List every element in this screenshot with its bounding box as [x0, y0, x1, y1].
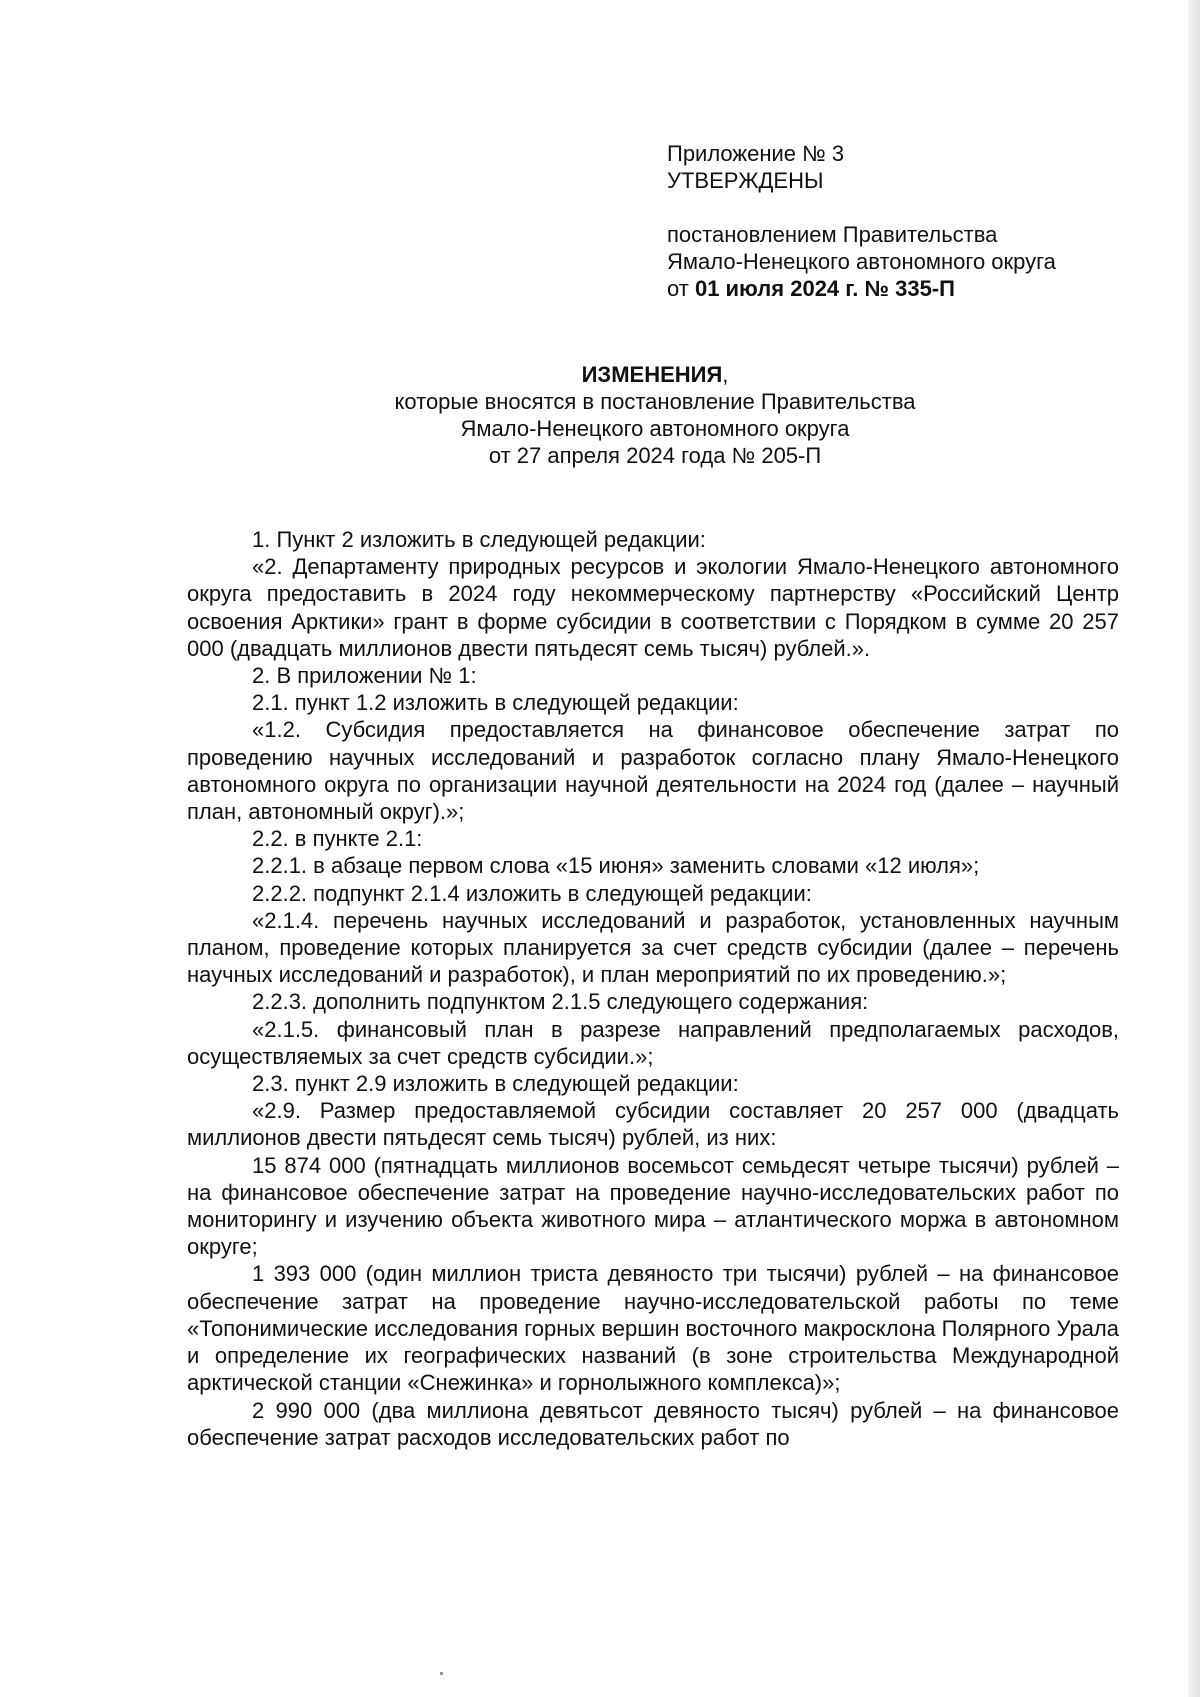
paragraph: 1 393 000 (один миллион триста девяносто три тысячи) рублей – на финансовое обеспечение затрат на проведение научно-исследовательской работы по теме «Топонимические исследования горных вершин восточного макросклона Полярного Урала и определение их географических названий (в зоне строительства Международной арктической станции «Снежинка» и горнолыжного комплекса)»; [187, 1261, 1119, 1396]
paragraph: 2.2.2. подпункт 2.1.4 изложить в следующей редакции: [252, 880, 812, 906]
title-heading: ИЗМЕНЕНИЯ [581, 362, 723, 387]
date-value: 01 июля 2024 г. № 335-П [694, 276, 955, 301]
paragraph: «2. Департаменту природных ресурсов и экологии Ямало-Ненецкого автономного округа предоставить в 2024 году некоммерческому партнерству «Российский Центр освоения Арктики» грант в форме субсидии в соответствии с Порядком в сумме 20 257 000 (двадцать миллионов двести пятьдесят семь тысяч) рублей.». [187, 554, 1119, 661]
resolution-line-1: постановлением Правительства [667, 222, 998, 247]
paragraph: 2. В приложении № 1: [252, 663, 477, 689]
title-heading-suffix: , [722, 362, 729, 387]
title-line-3: от 27 апреля 2024 года № 205-П [488, 443, 822, 468]
paragraph: 2.2.1. в абзаце первом слова «15 июня» заменить словами «12 июля»; [252, 853, 980, 879]
approval-header [667, 140, 1056, 302]
paragraph: 2.1. пункт 1.2 изложить в следующей редакции: [252, 690, 739, 716]
paragraph: 2.2.3. дополнить подпунктом 2.1.5 следующего содержания: [252, 989, 869, 1015]
paragraph: «2.9. Размер предоставляемой субсидии составляет 20 257 000 (двадцать миллионов двести пятьдесят семь тысяч) рублей, из них: [187, 1098, 1119, 1151]
date-prefix: от [667, 276, 689, 301]
title-line-2: Ямало-Ненецкого автономного округа [460, 416, 850, 441]
paragraph: 2.2. в пункте 2.1: [252, 826, 423, 852]
paragraph: «2.1.4. перечень научных исследований и разработок, установленных научным планом, проведение которых планируется за счет средств субсидии (далее – перечень научных исследований и разработок), и план мероприятий по их проведению.»; [187, 907, 1119, 988]
document-body [187, 526, 1119, 1451]
resolution-date [667, 275, 1056, 302]
paragraph: «2.1.5. финансовый план в разрезе направлений предполагаемых расходов, осуществляемых за счет средств субсидии.»; [187, 1016, 1119, 1069]
appendix-number: Приложение № 3 [667, 141, 845, 166]
header-gap [667, 194, 1056, 221]
paragraph: 2 990 000 (два миллиона девятьсот девяносто тысяч) рублей – на финансовое обеспечение затрат расходов исследовательских работ по [187, 1397, 1119, 1450]
resolution-line-2: Ямало-Ненецкого автономного округа [667, 249, 1056, 274]
paragraph: 1. Пункт 2 изложить в следующей редакции: [252, 527, 706, 552]
title-heading-line [0, 361, 1200, 388]
paragraph: «1.2. Субсидия предоставляется на финансовое обеспечение затрат по проведению научных исследований и разработок согласно плану Ямало-Ненецкого автономного округа по организации научной деятельности на 2024 год (далее – научный план, автономный округ).»; [187, 717, 1119, 825]
paragraph: 15 874 000 (пятнадцать миллионов восемьсот семьдесят четыре тысячи) рублей – на финансовое обеспечение затрат на проведение научно-исследовательских работ по мониторингу и изучению объекта животного мира – атлантического моржа в автономном округе; [187, 1152, 1119, 1260]
scan-speck [440, 1672, 443, 1675]
page-edge-shadow [1188, 0, 1200, 1697]
title-line-1: которые вносятся в постановление Правительства [394, 389, 916, 414]
document-title [0, 361, 1200, 469]
approved-label: УТВЕРЖДЕНЫ [667, 168, 824, 193]
paragraph: 2.3. пункт 2.9 изложить в следующей редакции: [252, 1071, 739, 1097]
